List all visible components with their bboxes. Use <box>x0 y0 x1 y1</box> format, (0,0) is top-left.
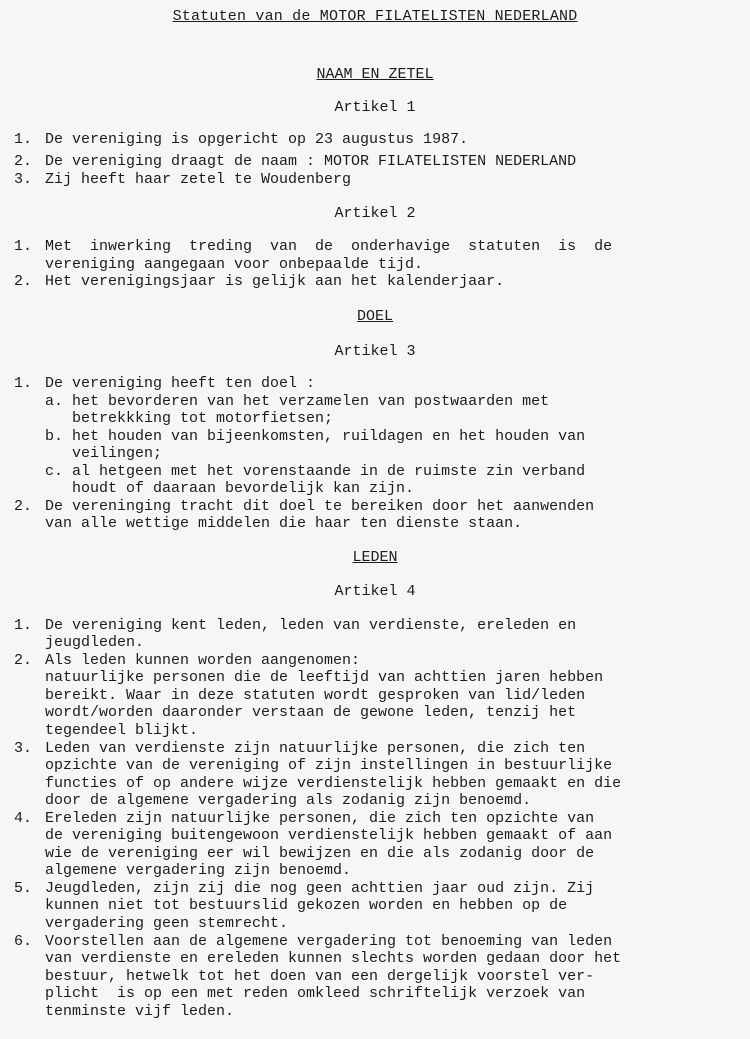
list-number: 4. <box>14 810 33 827</box>
list-item-continuation: bereikt. Waar in deze statuten wordt gesproken van lid/leden <box>45 687 586 704</box>
list-item: De vereniging is opgericht op 23 augustus 1987. <box>45 131 469 148</box>
list-number: 2. <box>14 153 33 170</box>
list-item: De vereniging kent leden, leden van verdienste, ereleden en <box>45 617 577 634</box>
sub-item-c-continuation: houdt of daaraan bevordelijk kan zijn. <box>45 480 415 497</box>
list-item: Voorstellen aan de algemene vergadering tot benoeming van leden <box>45 933 613 950</box>
list-number: 2. <box>14 652 33 669</box>
list-item: Met inwerking treding van de onderhavige statuten is de <box>45 238 613 255</box>
list-item-continuation: van alle wettige middelen die haar ten dienste staan. <box>45 515 523 532</box>
list-item-continuation: kunnen niet tot bestuurslid gekozen worden en hebben op de <box>45 897 568 914</box>
list-item: Het verenigingsjaar is gelijk aan het kalenderjaar. <box>45 273 505 290</box>
section-heading-leden: LEDEN <box>352 549 398 566</box>
list-number: 2. <box>14 498 33 515</box>
document-title: Statuten van de MOTOR FILATELISTEN NEDERLAND <box>172 8 578 25</box>
list-number: 3. <box>14 171 33 188</box>
list-item-continuation: wordt/worden daaronder verstaan de gewone leden, tenzij het <box>45 704 577 721</box>
sub-item-b-continuation: veilingen; <box>45 445 163 462</box>
list-number: 1. <box>14 375 33 392</box>
list-item: De vereniging draagt de naam : MOTOR FILATELISTEN NEDERLAND <box>45 153 577 170</box>
artikel-3-heading: Artikel 3 <box>334 343 416 360</box>
list-number: 3. <box>14 740 33 757</box>
list-item-continuation: wie de vereniging eer wil bewijzen en die als zodanig door de <box>45 845 595 862</box>
list-item-continuation: opzichte van de vereniging of zijn instellingen in bestuurlijke <box>45 757 613 774</box>
list-item: De vereniging heeft ten doel : <box>45 375 316 392</box>
sub-item-a-continuation: betrekkking tot motorfietsen; <box>45 410 334 427</box>
list-item-continuation: van verdienste en ereleden kunnen slechts worden gedaan door het <box>45 950 622 967</box>
list-item: De vereninging tracht dit doel te bereiken door het aanwenden <box>45 498 595 515</box>
list-item: Zij heeft haar zetel te Woudenberg <box>45 171 352 188</box>
list-item-continuation: natuurlijke personen die de leeftijd van achttien jaren hebben <box>45 669 604 686</box>
artikel-1-heading: Artikel 1 <box>334 99 416 116</box>
artikel-2-heading: Artikel 2 <box>334 205 416 222</box>
list-item-continuation: algemene vergadering zijn benoemd. <box>45 862 352 879</box>
list-number: 5. <box>14 880 33 897</box>
list-item: Jeugdleden, zijn zij die nog geen achttien jaar oud zijn. Zij <box>45 880 595 897</box>
list-number: 2. <box>14 273 33 290</box>
list-item: Ereleden zijn natuurlijke personen, die zich ten opzichte van <box>45 810 595 827</box>
list-item-continuation: jeugdleden. <box>45 634 145 651</box>
sub-item-c: c. al hetgeen met het vorenstaande in de ruimste zin verband <box>45 463 586 480</box>
list-item-continuation: plicht is op een met reden omkleed schriftelijk verzoek van <box>45 985 586 1002</box>
list-number: 6. <box>14 933 33 950</box>
list-item-continuation: tegendeel blijkt. <box>45 722 199 739</box>
list-number: 1. <box>14 617 33 634</box>
list-item-continuation: vereniging aangegaan voor onbepaalde tijd. <box>45 256 424 273</box>
list-item-continuation: tenminste vijf leden. <box>45 1003 235 1020</box>
section-heading-doel: DOEL <box>356 308 393 325</box>
list-item-continuation: door de algemene vergadering als zodanig zijn benoemd. <box>45 792 532 809</box>
list-number: 1. <box>14 131 33 148</box>
list-item: Leden van verdienste zijn natuurlijke personen, die zich ten <box>45 740 586 757</box>
artikel-4-heading: Artikel 4 <box>334 583 416 600</box>
list-item: Als leden kunnen worden aangenomen: <box>45 652 361 669</box>
sub-item-b: b. het houden van bijeenkomsten, ruildagen en het houden van <box>45 428 586 445</box>
sub-item-a: a. het bevorderen van het verzamelen van postwaarden met <box>45 393 550 410</box>
list-item-continuation: de vereniging buitengewoon verdienstelijk hebben gemaakt of aan <box>45 827 613 844</box>
section-heading-naam-en-zetel: NAAM EN ZETEL <box>316 66 434 83</box>
list-item-continuation: bestuur, hetwelk tot het doen van een dergelijk voorstel ver- <box>45 968 595 985</box>
list-number: 1. <box>14 238 33 255</box>
list-item-continuation: vergadering geen stemrecht. <box>45 915 289 932</box>
list-item-continuation: functies of op andere wijze verdienstelijk hebben gemaakt en die <box>45 775 622 792</box>
